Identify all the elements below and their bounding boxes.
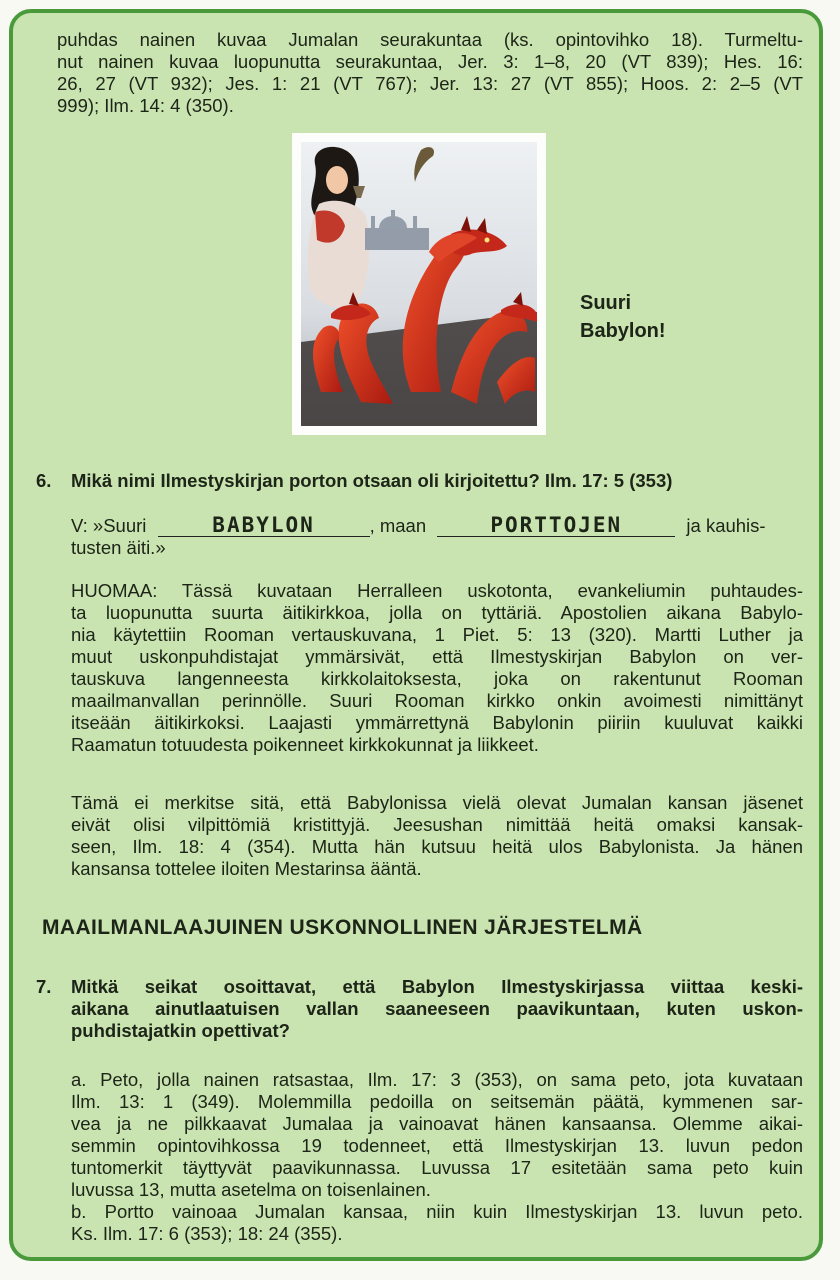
answer-b-paragraph [71,1201,803,1245]
intro-line: 26, 27 (VT 932); Jes. 1: 21 (VT 767); Jer. 13: 27 (VT 855); Hoos. 2: 2–5 (VT [57,73,803,94]
note2-line: seen, Ilm. 18: 4 (354). Mutta hän kutsuu heitä ulos Babylonista. Ja hänen [71,836,803,857]
question-line: aikana ainutlaatuisen vallan saaneeseen paavikuntaan, kuten uskon- [71,998,803,1019]
answer-field-1[interactable]: BABYLON [158,514,370,537]
answer-6-line1 [71,514,803,537]
question-6-number: 6. [36,470,52,491]
note2-paragraph [71,792,803,880]
answer-a-line: tuntomerkit täyttyvät paavikunnassa. Luvussa 17 esitetään sama peto kuin [71,1157,803,1178]
answer-suffix: ja kauhis- [686,515,766,536]
section-heading: MAAILMANLAAJUINEN USKONNOLLINEN JÄRJESTELMÄ [42,916,643,939]
intro-line: puhdas nainen kuvaa Jumalan seurakuntaa (ks. opintovihko 18). Turmeltu- [57,29,803,50]
intro-paragraph [57,29,803,117]
answer-a-line: luvussa 13, mutta asetelma on toisenlainen. [71,1179,431,1200]
note-line: ta luopunutta suurta äitikirkkoa, jolla on tyttäriä. Apostolien aikana Babylo- [71,602,803,623]
intro-line: 999); Ilm. 14: 4 (350). [57,95,234,116]
caption-line: Babylon! [580,320,666,342]
note-line: muut uskonpuhdistajat ymmärsivät, että Ilmestyskirjan Babylon on ver- [71,646,803,667]
note2-line: Tämä ei merkitse sitä, että Babylonissa vielä olevat Jumalan kansan jäsenet [71,792,803,813]
intro-line: nut nainen kuvaa luopunutta seurakuntaa, Jer. 3: 1–8, 20 (VT 839); Hes. 16: [57,51,803,72]
answer-field-2[interactable]: PORTTOJEN [437,514,675,537]
illustration-caption [580,289,666,345]
answer-prefix: V: »Suuri [71,515,147,536]
note-line: nia käytettiin Rooman vertauskuvana, 1 Piet. 5: 13 (320). Martti Luther ja [71,624,803,645]
question-line: Mitkä seikat osoittavat, että Babylon Ilmestyskirjassa viittaa keski- [71,976,803,997]
note-paragraph [71,580,803,756]
question-line: puhdistajatkin opettivat? [71,1020,290,1041]
answer-b-line: b. Portto vainoaa Jumalan kansaa, niin kuin Ilmestyskirjan 13. luvun peto. [71,1201,803,1222]
answer-a-paragraph [71,1069,803,1201]
answer-6-line2: tusten äiti.» [71,537,166,558]
note2-line: eivät olisi vilpittömiä kristittyjä. Jeesushan nimittää heitä omaksi kansak- [71,814,803,835]
question-line: Mikä nimi Ilmestyskirjan porton otsaan oli kirjoitettu? Ilm. 17: 5 (353) [71,470,673,491]
question-6-text [71,470,672,492]
note-line: Raamatun totuudesta poikenneet kirkkokunnat ja liikkeet. [71,734,539,755]
answer-a-line: Ilm. 13: 1 (349). Molemmilla pedoilla on seitsemän päätä, kymmenen sar- [71,1091,803,1112]
babylon-painting [301,142,537,426]
answer-a-line: semmin opintovihkossa 19 todenneet, että Ilmestyskirjan 13. luvun pedon [71,1135,803,1156]
answer-a-line: a. Peto, jolla nainen ratsastaa, Ilm. 17: 3 (353), on sama peto, jota kuvataan [71,1069,803,1090]
answer-b-line: Ks. Ilm. 17: 6 (353); 18: 24 (355). [71,1223,343,1244]
note2-line: kansansa tottelee iloiten Mestarinsa ääntä. [71,858,422,879]
note-line: maailmanvallan perinnölle. Suuri Rooman kirkko onkin avoimesti nimittänyt [71,690,803,711]
babylon-illustration [292,133,546,435]
question-7-text [71,976,803,1042]
note-line: HUOMAA: Tässä kuvataan Herralleen uskotonta, evankeliumin puhtaudes- [71,580,803,601]
caption-line: Suuri [580,292,632,314]
note-line: tauskuva langenneesta kirkkolaitoksesta, joka on rakentunut Rooman [71,668,803,689]
note-line: itseään äitikirkoksi. Laajasti ymmärrettynä Babylonin piiriin kuuluvat kaikki [71,712,803,733]
answer-middle: , maan [369,515,427,536]
answer-a-line: vea ja ne pilkkaavat Jumalaa ja vainoavat hänen kansaansa. Olemme aikai- [71,1113,803,1134]
question-7-number: 7. [36,976,52,997]
